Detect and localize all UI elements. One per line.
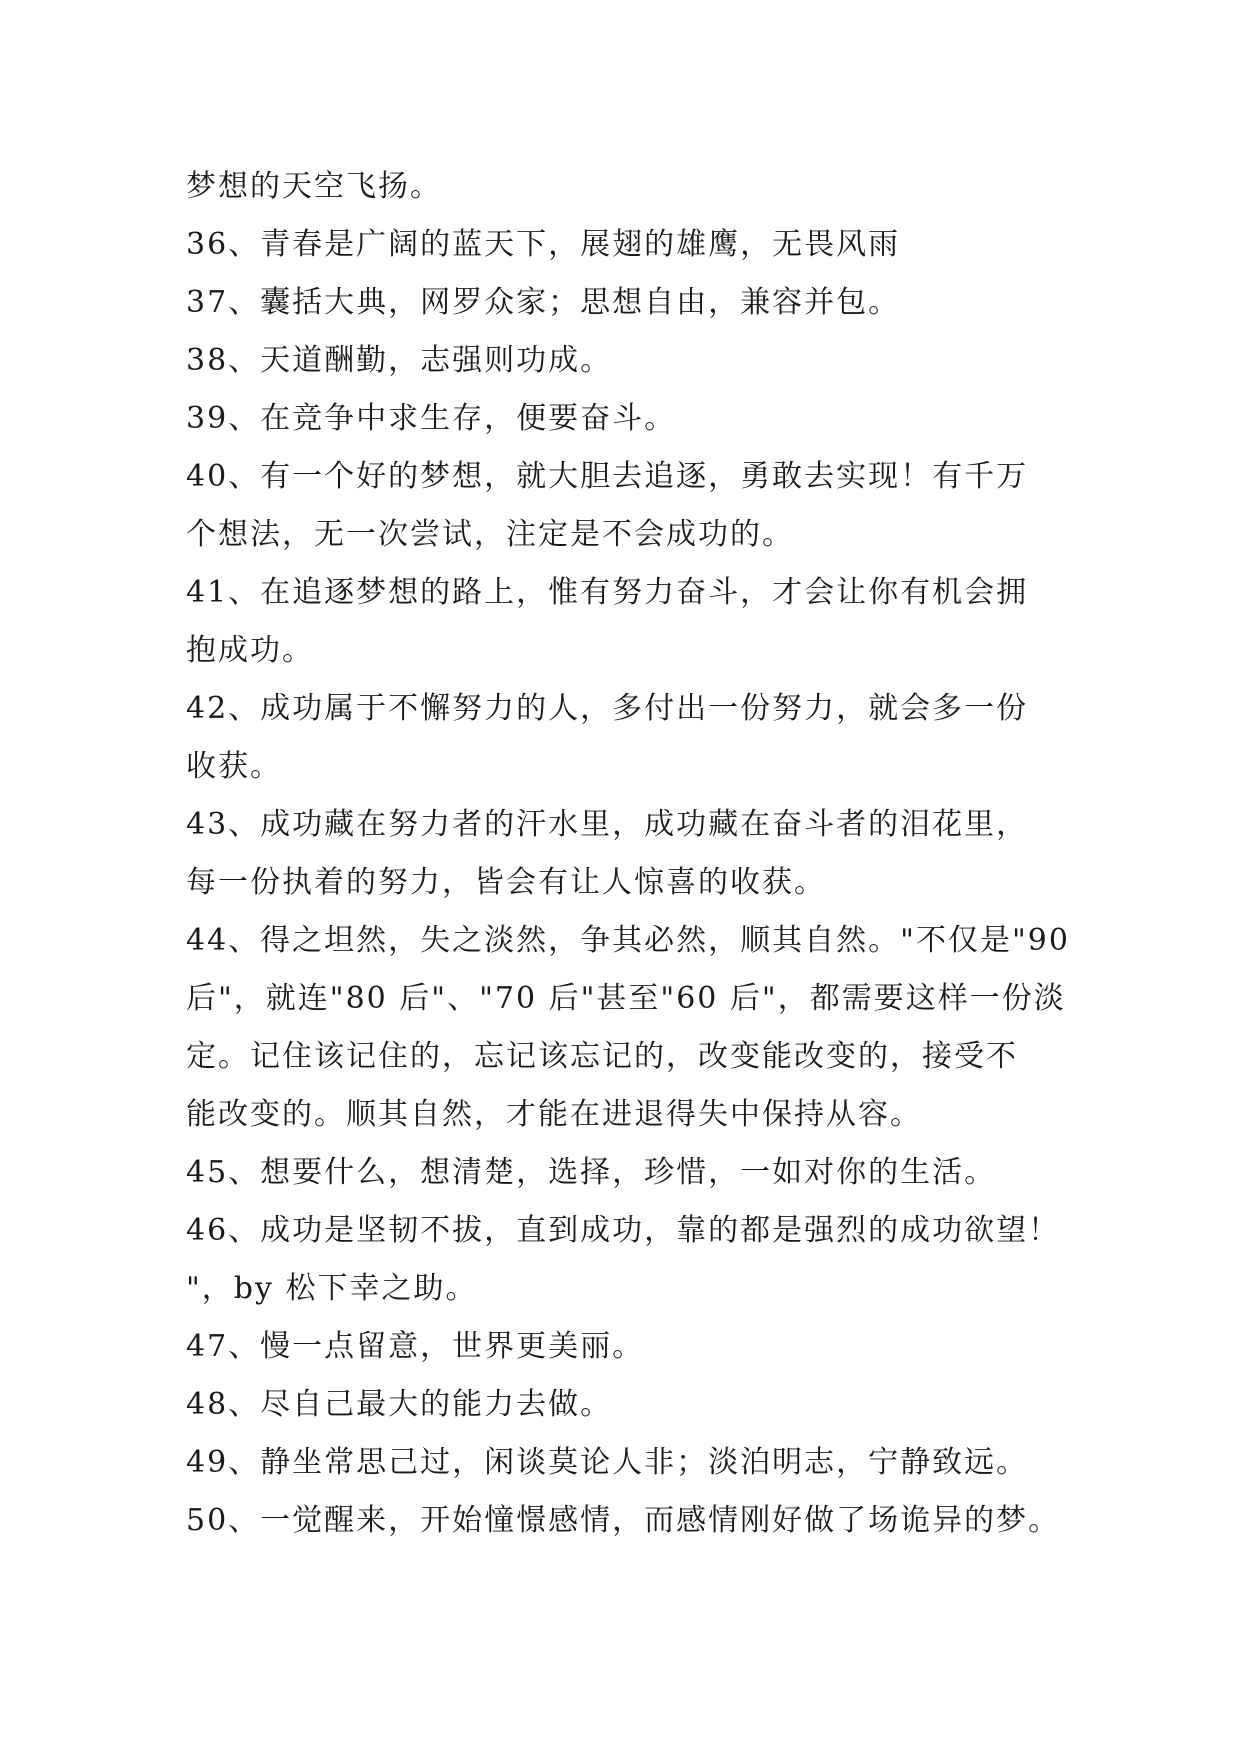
text-line: 48、尽自己最大的能力去做。 bbox=[186, 1387, 613, 1422]
text-line: 45、想要什么，想清楚，选择，珍惜，一如对你的生活。 bbox=[186, 1155, 997, 1190]
text-line: 能改变的。顺其自然，才能在进退得失中保持从容。 bbox=[186, 1097, 922, 1132]
text-line: 43、成功藏在努力者的汗水里，成功藏在奋斗者的泪花里， bbox=[186, 807, 1029, 842]
text-line: 每一份执着的努力，皆会有让人惊喜的收获。 bbox=[186, 865, 826, 900]
text-line: 后"，就连"80 后"、"70 后"甚至"60 后"，都需要这样一份淡 bbox=[186, 981, 1066, 1016]
text-line: 个想法，无一次尝试，注定是不会成功的。 bbox=[186, 517, 794, 552]
text-line: 39、在竞争中求生存，便要奋斗。 bbox=[186, 401, 677, 436]
text-line: 梦想的天空飞扬。 bbox=[186, 169, 442, 204]
text-line: 44、得之坦然，失之淡然，争其必然，顺其自然。"不仅是"90 bbox=[186, 923, 1070, 958]
text-line: 40、有一个好的梦想，就大胆去追逐，勇敢去实现！有千万 bbox=[186, 459, 1029, 494]
text-line: 定。记住该记住的，忘记该忘记的，改变能改变的，接受不 bbox=[186, 1039, 1018, 1074]
text-line: "，by 松下幸之助。 bbox=[186, 1271, 478, 1306]
text-line: 47、慢一点留意，世界更美丽。 bbox=[186, 1329, 645, 1364]
text-line: 50、一觉醒来，开始憧憬感情，而感情刚好做了场诡异的梦。 bbox=[186, 1503, 1061, 1538]
text-line: 38、天道酬勤，志强则功成。 bbox=[186, 343, 613, 378]
text-line: 抱成功。 bbox=[186, 633, 314, 668]
text-line: 41、在追逐梦想的路上，惟有努力奋斗，才会让你有机会拥 bbox=[186, 575, 1029, 610]
document-body bbox=[186, 158, 1086, 1550]
text-line: 46、成功是坚韧不拔，直到成功，靠的都是强烈的成功欲望！ bbox=[186, 1213, 1061, 1248]
text-line: 36、青春是广阔的蓝天下，展翅的雄鹰，无畏风雨 bbox=[186, 227, 901, 262]
text-line: 42、成功属于不懈努力的人，多付出一份努力，就会多一份 bbox=[186, 691, 1029, 726]
text-line: 收获。 bbox=[186, 749, 282, 784]
text-line: 37、囊括大典，网罗众家；思想自由，兼容并包。 bbox=[186, 285, 901, 320]
text-line: 49、静坐常思己过，闲谈莫论人非；淡泊明志，宁静致远。 bbox=[186, 1445, 1029, 1480]
